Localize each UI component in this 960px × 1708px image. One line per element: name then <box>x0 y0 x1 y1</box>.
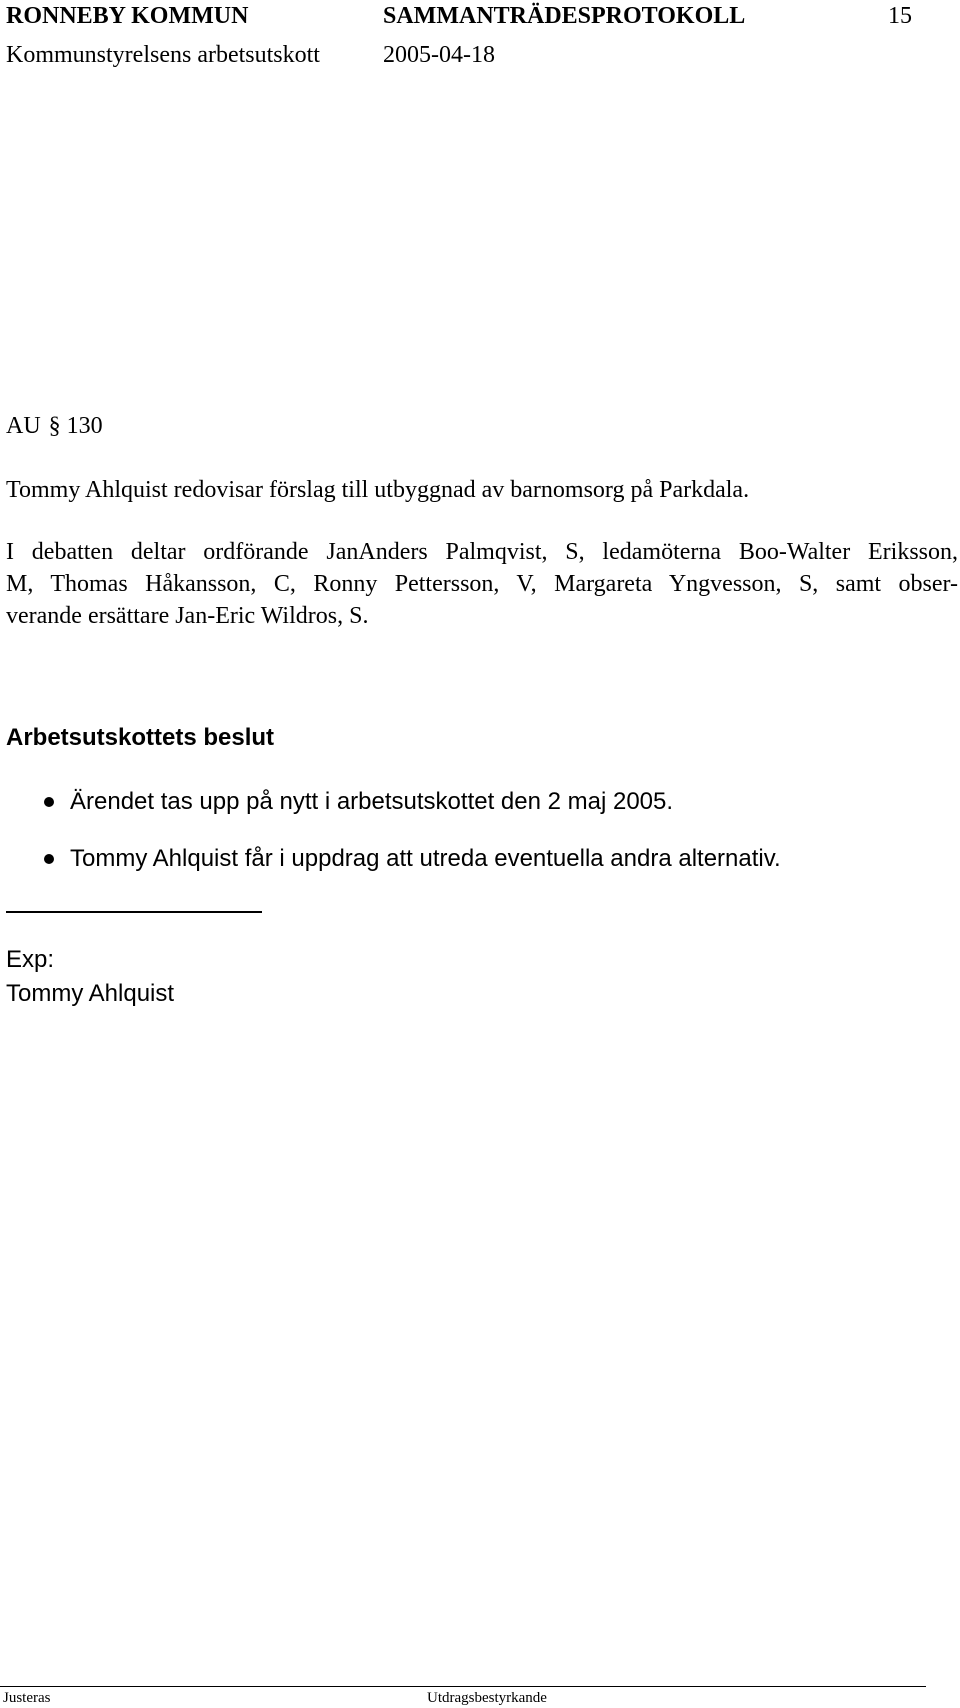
decision-item-text: Ärendet tas upp på nytt i arbetsutskottet den 2 maj 2005. <box>70 788 674 815</box>
report-paragraph: Tommy Ahlquist redovisar förslag till utbyggnad av barnomsorg på Parkdala. <box>6 477 750 503</box>
divider <box>6 911 262 913</box>
expedition-label: Exp: <box>6 946 55 973</box>
decision-heading: Arbetsutskottets beslut <box>6 724 275 751</box>
footer-utdragsbestyrkande: Utdragsbestyrkande <box>427 1690 547 1706</box>
committee-name: Kommunstyrelsens arbetsutskott <box>6 42 320 68</box>
debate-paragraph <box>6 536 958 632</box>
debate-line: I debatten deltar ordförande JanAnders Palmqvist, S, ledamöterna Boo-Walter Eriksson, <box>6 539 958 565</box>
organization-name: RONNEBY KOMMUN <box>6 3 249 29</box>
footer-justeras: Justeras <box>3 1690 51 1706</box>
section-reference <box>6 412 103 440</box>
footer-divider <box>0 1686 926 1687</box>
debate-line: verande ersättare Jan-Eric Wildros, S. <box>6 603 369 629</box>
meeting-date: 2005-04-18 <box>383 42 495 68</box>
page-number: 15 <box>888 3 912 29</box>
bullet-icon <box>44 854 54 864</box>
debate-line: M, Thomas Håkansson, C, Ronny Pettersson, V, Margareta Yngvesson, S, samt obser- <box>6 571 958 597</box>
decision-item-text: Tommy Ahlquist får i uppdrag att utreda eventuella andra alternativ. <box>70 845 781 872</box>
section-number: 130 <box>66 413 103 439</box>
section-symbol: § <box>48 413 61 439</box>
bullet-icon <box>44 797 54 807</box>
section-prefix: AU <box>6 413 41 439</box>
document-type: SAMMANTRÄDESPROTOKOLL <box>383 3 746 29</box>
expedition-recipient: Tommy Ahlquist <box>6 980 175 1007</box>
